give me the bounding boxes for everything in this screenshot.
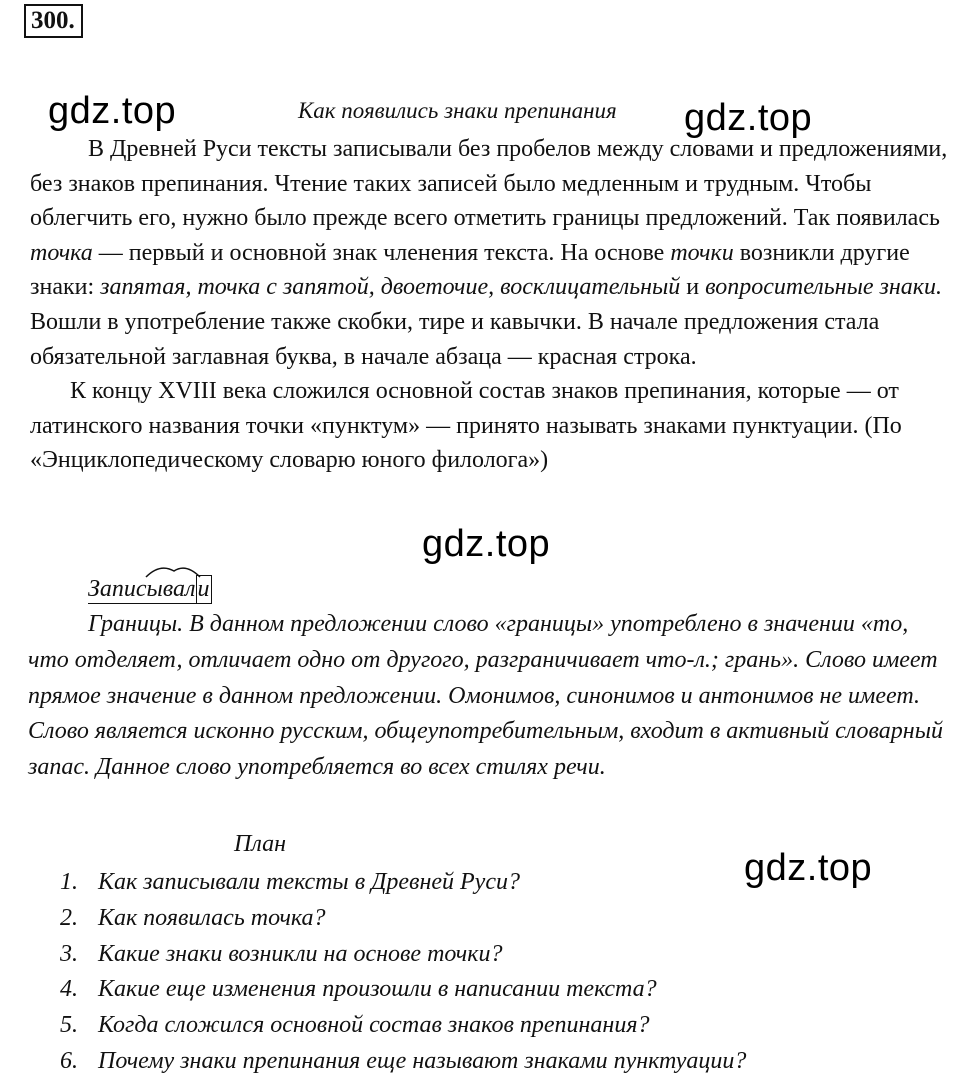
- lexical-analysis: [28, 607, 948, 786]
- plan-item: 1. Как записывали тексты в Древней Руси?: [60, 869, 520, 895]
- root-arc-mark: [88, 565, 220, 579]
- watermark: gdz.top: [684, 97, 813, 139]
- exercise-number: 300.: [24, 4, 83, 38]
- paragraph-2: К концу XVIII века сложился основной состав знаков препинания, которые — от латинского названия точки «пунктум» — принято называть знаками пунктуации. (По «Энциклопедическому словарю юного филолога»): [30, 378, 902, 474]
- paragraph-1: В Древней Руси тексты записывали без пробелов между словами и предложениями, без знаков препинания. Чтение таких записей было медленным и трудным. Чтобы облегчить его, нужно было прежде всего отметить границы предложений. Так появилась точка — первый и основной знак членения текста. На основе точки возникли другие знаки: запятая, точка с запятой, двоеточие, восклицательный и вопросительные знаки. Вошли в употребление также скобки, тире и кавычки. В начале предложения стала обязательной заглавная буква, в начале абзаца — красная строка.: [30, 136, 948, 370]
- plan-title: План: [234, 831, 286, 857]
- plan-item: 2. Как появилась точка?: [60, 904, 326, 931]
- analysis-paragraph: Границы. В данном предложении слово «границы» употреблено в значении «то, что отделяет, отличает одно от другого, разграничивает что-л.; грань». Слово имеет прямое значение в данном предложении. Омонимов, синонимов и антонимов не имеет. Слово является исконно русским, общеупотребительным, входит в активный словарный запас. Данное слово употребляется во всех стилях речи.: [28, 611, 943, 781]
- morphemic-parse-word: [88, 575, 212, 604]
- text-title: Как появились знаки препинания: [298, 98, 617, 123]
- plan-item: 5. Когда сложился основной состав знаков препинания?: [60, 1012, 650, 1039]
- watermark: gdz.top: [422, 523, 551, 565]
- watermark: gdz.top: [744, 847, 873, 889]
- plan-item: 3. Какие знаки возникли на основе точки?: [60, 940, 503, 967]
- watermark: gdz.top: [48, 90, 177, 132]
- plan-item: 4. Какие еще изменения произошли в написании текста?: [60, 976, 657, 1003]
- main-text: [30, 132, 950, 478]
- word-stem: Записывал: [88, 576, 196, 602]
- plan-item: 6. Почему знаки препинания еще называют знаками пунктуации?: [60, 1047, 747, 1074]
- plan-list: [60, 865, 746, 1080]
- word-ending: и: [197, 576, 210, 602]
